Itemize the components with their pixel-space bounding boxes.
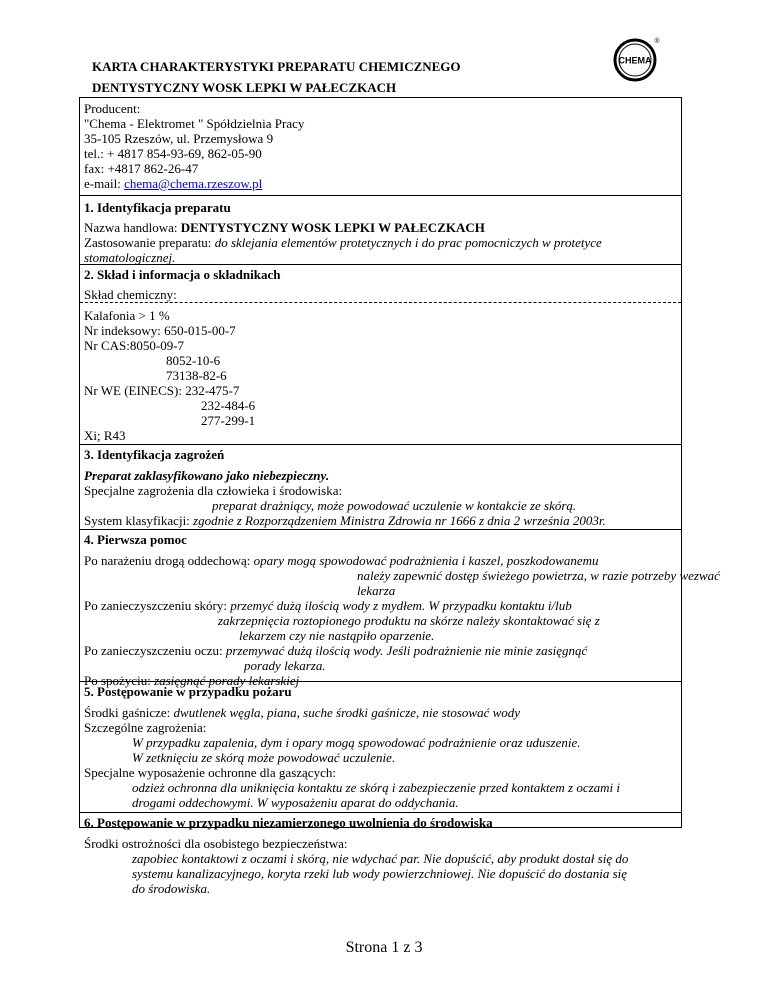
ec-number: 232-484-6 — [201, 398, 256, 413]
skin-value-cont: zakrzepnięcia roztopionego produktu na skórze należy skontaktować się z — [218, 613, 600, 628]
logo-text: CHEMA — [618, 55, 652, 66]
inhalation-label: Po narażeniu drogą oddechową: — [84, 553, 254, 568]
divider — [80, 529, 681, 530]
section-6 — [80, 815, 681, 896]
eyes-value: przemywać dużą ilością wody. Jeśli podrażnienie nie minie zasięgnąć — [225, 643, 588, 658]
section-6-title: 6. Postępowanie w przypadku niezamierzonego uwolnienia do środowiska — [84, 815, 493, 830]
producer-phone: tel.: + 4817 854-93-69, 862-05-90 — [84, 146, 262, 161]
fire-hazards-label: Szczególne zagrożenia: — [84, 720, 207, 735]
divider — [80, 681, 681, 682]
section-4-title: 4. Pierwsza pomoc — [84, 532, 187, 547]
use-value-cont: stomatologicznej. — [84, 250, 176, 265]
fire-hazards-value: W zetknięciu ze skórą może powodować uczulenie. — [132, 750, 396, 765]
composition-list — [80, 308, 681, 443]
email-label: e-mail: — [84, 176, 125, 191]
inhalation-value: opary mogą spowodować podrażnienia i kaszel, poszkodowanemu — [253, 553, 599, 568]
trade-name-label: Nazwa handlowa: — [84, 220, 181, 235]
ingestion-label: Po spożyciu: — [84, 673, 155, 688]
section-4 — [80, 532, 720, 688]
hazard-code: Xi; R43 — [84, 428, 126, 443]
precautions-value: do środowiska. — [132, 881, 211, 896]
classification-system-value: zgodnie z Rozporządzeniem Ministra Zdrowia nr 1666 z dnia 2 września 2003r. — [193, 513, 606, 528]
product-title: DENTYSTYCZNY WOSK LEPKI W PAŁECZKACH — [92, 80, 397, 95]
ingestion-value: zasięgnąć porady lekarskiej — [154, 673, 300, 688]
divider — [80, 195, 681, 196]
section-3-title: 3. Identyfikacja zagrożeń — [84, 447, 225, 462]
producer-label: Producent: — [84, 101, 141, 116]
divider — [80, 444, 681, 445]
email-link[interactable]: chema@chema.rzeszow.pl — [124, 176, 263, 191]
skin-value-cont: lekarzem czy nie nastąpiło oparzenie. — [239, 628, 435, 643]
producer-address: 35-105 Rzeszów, ul. Przemysłowa 9 — [84, 131, 274, 146]
cas-number: Nr CAS:8050-09-7 — [84, 338, 185, 353]
precautions-value: systemu kanalizacyjnego, koryta rzeki lub wody powierzchniowej. Nie dopuścić do dostania się — [132, 866, 628, 881]
extinguishing-media-value: dwutlenek węgla, piana, suche środki gaśnicze, nie stosować wody — [173, 705, 521, 720]
ec-number: 277-299-1 — [201, 413, 256, 428]
inhalation-value-cont: lekarza — [357, 583, 396, 598]
dashed-divider — [80, 302, 681, 303]
divider — [80, 812, 681, 813]
section-2 — [80, 267, 681, 302]
producer-name: "Chema - Elektromet " Spółdzielnia Pracy — [84, 116, 305, 131]
fire-hazards-value: W przypadku zapalenia, dym i opary mogą spowodować podrażnienie oraz uduszenie. — [132, 735, 581, 750]
classification-system-label: System klasyfikacji: — [84, 513, 194, 528]
use-label: Zastosowanie preparatu: — [84, 235, 215, 250]
protective-equipment-label: Specjalne wyposażenie ochronne dla gaszących: — [84, 765, 336, 780]
producer-fax: fax: +4817 862-26-47 — [84, 161, 199, 176]
protective-equipment-value: odzież ochronna dla uniknięcia kontaktu ze skórą i zabezpieczenie przed kontaktem z oczami i — [132, 780, 621, 795]
section-5 — [80, 684, 681, 810]
component-name: Kalafonia > 1 % — [84, 308, 170, 323]
eyes-label: Po zanieczyszczeniu oczu: — [84, 643, 226, 658]
registered-mark: ® — [654, 38, 660, 45]
skin-value: przemyć dużą ilością wody z mydłem. W przypadku kontaktu i/lub — [230, 598, 572, 613]
index-number: Nr indeksowy: 650-015-00-7 — [84, 323, 236, 338]
protective-equipment-value: drogami oddechowymi. W wyposażeniu aparat do oddychania. — [132, 795, 459, 810]
classification-statement: Preparat zaklasyfikowano jako niebezpieczny. — [84, 468, 330, 483]
skin-label: Po zanieczyszczeniu skóry: — [84, 598, 231, 613]
page-number: Strona 1 z 3 — [345, 939, 423, 956]
divider — [80, 264, 681, 265]
extinguishing-media-label: Środki gaśnicze: — [84, 705, 174, 720]
document-title: KARTA CHARAKTERYSTYKI PREPARATU CHEMICZNEGO — [92, 59, 461, 74]
precautions-value: zapobiec kontaktowi z oczami i skórą, nie wdychać par. Nie dopuścić, aby produkt dostał się do — [132, 851, 629, 866]
precautions-label: Środki ostrożności dla osobistego bezpieczeństwa: — [84, 836, 348, 851]
special-hazards-label: Specjalne zagrożenia dla człowieka i środowiska: — [84, 483, 343, 498]
section-1-title: 1. Identyfikacja preparatu — [84, 200, 231, 215]
section-5-title: 5. Postępowanie w przypadku pożaru — [84, 684, 292, 699]
chema-logo — [611, 35, 661, 85]
special-hazards-value: preparat drażniący, może powodować uczulenie w kontakcie ze skórą. — [212, 498, 577, 513]
use-value: do sklejania elementów protetycznych i do prac pomocniczych w protetyce — [214, 235, 602, 250]
section-2-title: 2. Skład i informacja o składnikach — [84, 267, 281, 282]
section-3 — [80, 447, 681, 528]
producer-block — [80, 101, 681, 191]
cas-number: 73138-82-6 — [166, 368, 227, 383]
inhalation-value-cont: należy zapewnić dostęp świeżego powietrza, w razie potrzeby wezwać — [357, 568, 720, 583]
eyes-value-cont: porady lekarza. — [244, 658, 326, 673]
cas-number: 8052-10-6 — [166, 353, 221, 368]
ec-number: Nr WE (EINECS): 232-475-7 — [84, 383, 240, 398]
trade-name-value: DENTYSTYCZNY WOSK LEPKI W PAŁECZKACH — [180, 220, 485, 235]
composition-label: Skład chemiczny: — [84, 287, 177, 302]
section-1 — [80, 200, 681, 265]
